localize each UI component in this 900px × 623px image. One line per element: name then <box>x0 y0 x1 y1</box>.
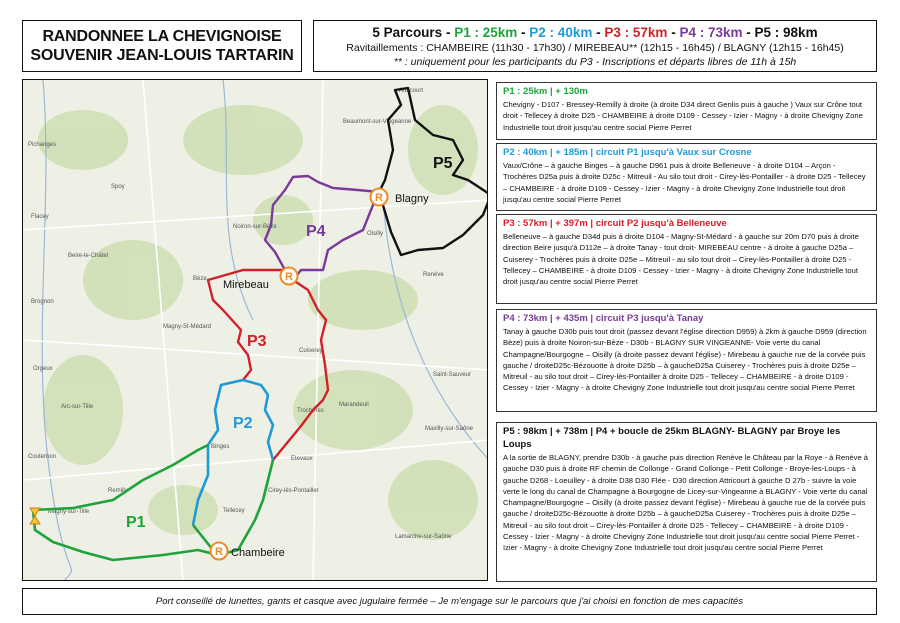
ravito-blagny-marker <box>371 189 388 206</box>
route-box-p5 <box>496 422 877 582</box>
town-remilly: Remilly <box>108 488 128 494</box>
town-brognon: Brognon <box>31 299 54 305</box>
town-etevaux: Etevaux <box>291 456 313 462</box>
title-line-1: RANDONNEE LA CHEVIGNOISE <box>42 28 282 45</box>
header-box <box>313 20 877 72</box>
town-oisilly: Oisilly <box>367 231 383 237</box>
route-map <box>22 79 488 581</box>
separator: - <box>746 25 751 40</box>
route-header-p2: P2 : 40km | + 185m | circuit P1 jusqu'à Vaux sur Crosne <box>503 147 752 158</box>
separator: - <box>671 25 676 40</box>
ravito-symbol: R <box>285 271 293 283</box>
town-flacey: Flacey <box>31 214 49 220</box>
parcours-p5: P5 : 98km <box>754 25 818 40</box>
ravito-chambeire-marker <box>211 543 228 560</box>
safety-footer <box>22 588 877 615</box>
parcours-p3: P3 : 57km <box>604 25 668 40</box>
parcours-intro: 5 Parcours - <box>372 25 451 40</box>
town-arc-sur-tille: Arc-sur-Tille <box>61 404 94 410</box>
town-orgeux: Orgeux <box>33 366 53 372</box>
route-header-p1: P1 : 25km | + 130m <box>503 86 588 97</box>
inscription-note: ** : uniquement pour les participants du P3 - Inscriptions et départs libres de 11h à 15h <box>393 56 797 68</box>
route-text-p4: Tanay à gauche D30b puis tout droit (passez devant l'église direction D959) à 2km à gauche D959 (direction Bèze) puis à droite Noiron-sur-Bèze - D30b - BLAGNY SUR VINGEANNE- Voie verte du canal Champagne/Bourgogne – Oisilly (à droite passez devant l'église) - Mirebeau à gauche rue de la corvée puis gauche / droiteD25c-Bézouotte à droite D25b – à gaucheD25a Cuiserey - Trochères puis à droite D25e – Mitreuil - au silo tout droit – Cirey-lès-Pontailler à droite D25 - Tellecey – CHAMBEIRE - à droite D109 - Cessey - Izier - Magny - à droite Chevigny Zone Industrielle tout droit jusqu'au centre social Pierre Perret <box>503 327 867 393</box>
route-box-p2 <box>496 143 877 211</box>
town-saint-sauveur: Saint-Sauveur <box>433 372 472 378</box>
route-text-p3: Belleneuve – à gauche D34d puis à droite D104 - Magny-St-Médard - à gauche sur 20m D70 puis à droite direction Beire jusqu'à D112e – à droite Tanay - tout droit- MIREBEAU centre - à droite à gauche D25a – Cuiserey - Trochères puis à droite D25e – Mitreuil - au silo tout droit – Cirey-lès-Pontailler à droite D25 - Tellecey – CHAMBEIRE - à droite D109 - Cessey - Izier - Magny - à droite Chevigny Zone Industrielle tout droit jusqu'au centre social Pierre Perret <box>503 232 859 287</box>
parcours-p1: P1 : 25km <box>454 25 518 40</box>
town-cuiserey: Cuiserey <box>299 348 323 354</box>
route-text-p1: Chevigny - D107 - Bressey-Remilly à droite (à droite D34 direct Genlis puis à gauche ) Vaux sur Crône tout droit - Tellecey à droite D25 - CHAMBEIRE à droite D109 - Cessey - Izier - Magny - à droite Chevigny Zone Industrielle tout droit jusqu'au centre social Pierre Perret <box>503 100 863 132</box>
ravito-label-chambeire: Chambeire <box>231 547 285 559</box>
town-magny-sur-tille: Magny-sur-Tille <box>48 509 90 515</box>
map-svg <box>23 80 488 581</box>
town-beaumont: Beaumont-sur-Vingeanne <box>343 119 412 125</box>
route-box-p4 <box>496 309 877 412</box>
town-noiron: Noiron-sur-Bèze <box>233 224 277 230</box>
route-header-p4: P4 : 73km | + 435m | circuit P3 jusqu'à Tanay <box>503 313 704 324</box>
route-header-p5: P5 : 98km | + 738m | P4 + boucle de 25km BLAGNY- BLAGNY par Broye les Loups <box>503 426 841 450</box>
separator: - <box>596 25 601 40</box>
parcours-p4: P4 : 73km <box>679 25 743 40</box>
town-spoy: Spoy <box>111 184 125 190</box>
town-binges: Binges <box>211 444 230 450</box>
label-p1: P1 <box>126 514 146 531</box>
route-header-p3: P3 : 57km | + 397m | circuit P2 jusqu'à Belleneuve <box>503 218 727 229</box>
label-p5: P5 <box>433 155 453 172</box>
route-text-p5: A la sortie de BLAGNY, prendre D30b - à gauche puis direction Renève le Château par la Roye - à Renève à gauche D30 puis à droite RF chemin de Collonge - Grand Collonge - Petit Collonge - Broye-les-Loups - à gauche D268 - Loeuilley - à droite D38 D30 Flée - D30 direction Attricourt à gauche D 27b - suivre la voie verte le long du canal de Champagne à Bourgogne de Licey-sur-Vingeanne à BLAGNY - Voie verte du canal Champagne/Bourgogne – Oisilly (à droite passez devant l'église) - Mirebeau à gauche rue de la corvée puis gauche / droiteD25c-Bézouotte à droite D25b – à gaucheD25a Cuiserey - Trochères puis à droite D25e – Mitreuil - au silo tout droit – Cirey-lès-Pontailler à droite D25 - Tellecey – CHAMBEIRE - à droite D109 - Cessey - Izier - Magny - à droite Chevigny Zone Industrielle tout droit jusqu'au centre social Pierre Perret - Izier - Magny - à droite Chevigny Zone Industrielle tout droit jusqu'au centre social Pierre Perret <box>503 453 868 553</box>
label-p3: P3 <box>247 333 267 350</box>
ravito-mirebeau-marker <box>281 268 298 285</box>
route-text-p2: Vaux/Crône – à gauche Binges – à gauche D961 puis à droite Belleneuve - à droite D104 – Arçon - Trochères D25a puis à droite D25c - Mitreuil - Au silo tout droit - Cirey-lès-Pontailler - à droite D25 - Tellecey – CHAMBEIRE - à droite D109 - Cessey - Izier - Magny - à droite Chevigny Zone Industrielle tout droit jusqu'au centre social Pierre Perret <box>503 161 866 204</box>
town-couternon: Couternon <box>28 454 57 460</box>
route-box-p1 <box>496 82 877 140</box>
town-tellecey: Tellecey <box>223 508 245 514</box>
town-marandeuil: Marandeuil <box>339 402 369 408</box>
title-line-2: SOUVENIR JEAN-LOUIS TARTARIN <box>30 47 294 64</box>
town-beze: Bèze <box>193 276 207 282</box>
town-attricourt: Attricourt <box>399 88 424 94</box>
town-magny-st-medard: Magny-St-Médard <box>163 324 212 330</box>
town-cirey: Cirey-lès-Pontailler <box>268 488 319 494</box>
town-reneve: Renève <box>423 272 444 278</box>
town-pichanges: Pichanges <box>28 142 57 148</box>
ravito-symbol: R <box>375 192 383 204</box>
footer-text: Port conseillé de lunettes, gants et casque avec jugulaire fermée – Je m'engage sur le parcours que j'ai choisi en fonction de mes capacités <box>155 596 744 607</box>
title-box <box>22 20 302 72</box>
parcours-p2: P2 : 40km <box>529 25 593 40</box>
label-p2: P2 <box>233 415 253 432</box>
town-maxilly: Maxilly-sur-Saône <box>425 426 474 432</box>
ravito-label-mirebeau: Mirebeau <box>223 279 269 291</box>
town-lamarche: Lamarche-sur-Saône <box>395 534 452 540</box>
label-p4: P4 <box>306 223 326 240</box>
parcours-summary <box>314 24 876 41</box>
route-box-p3 <box>496 214 877 304</box>
separator: - <box>521 25 526 40</box>
ravitaillements-text: Ravitaillements : CHAMBEIRE (11h30 - 17h30) / MIREBEAU** (12h15 - 16h45) / BLAGNY (12h15 - 16h45) <box>346 42 844 54</box>
town-trocheres: Trochères <box>297 408 324 414</box>
town-beire: Beire-le-Châtel <box>68 253 109 259</box>
ravito-symbol: R <box>215 546 223 558</box>
ravito-label-blagny: Blagny <box>395 193 429 205</box>
